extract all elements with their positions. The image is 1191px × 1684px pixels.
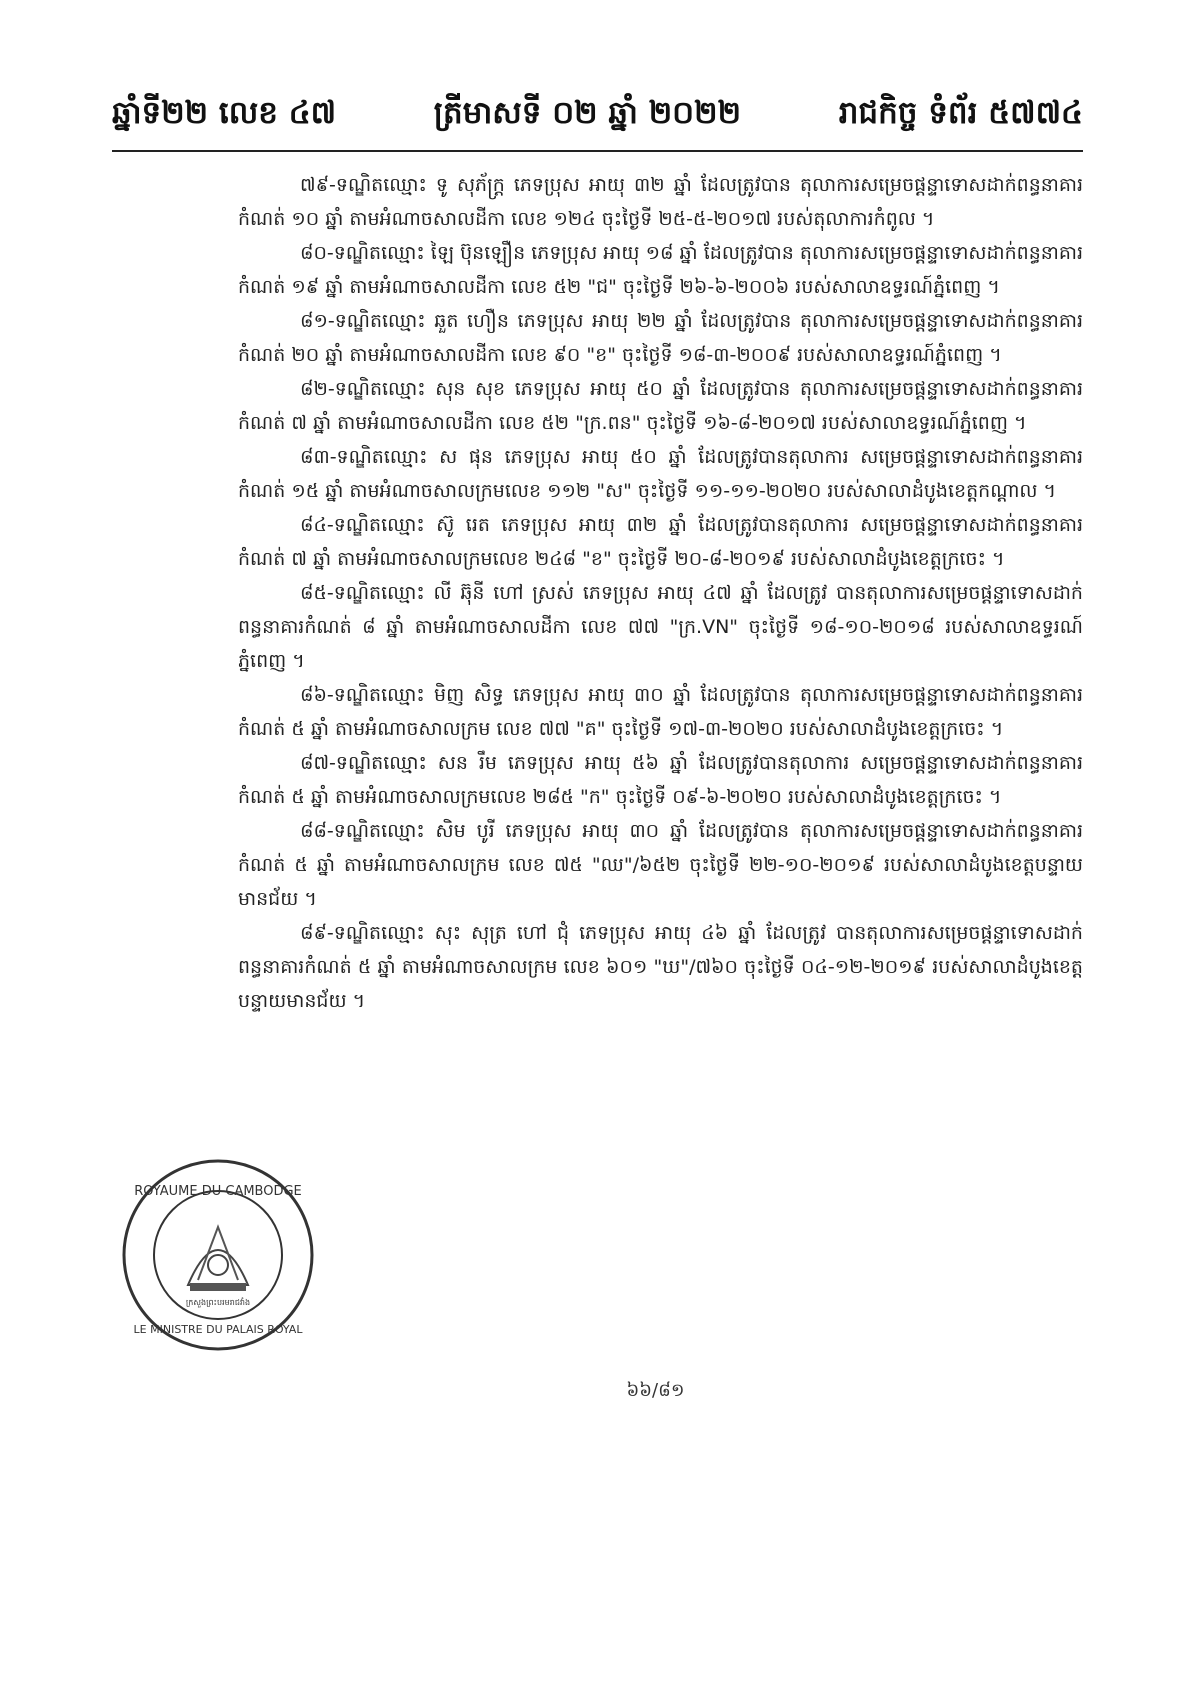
- entries-list: [238, 168, 1083, 1018]
- list-item: ៨៣-ទណ្ឌិតឈ្មោះ ស ផុន ភេទប្រុស អាយុ ៥០ ឆ្នាំ ដែលត្រូវបានតុលាការ សម្រេចផ្តន្ទាទោសដាក់ពន្ធនាគារកំណត់ ១៥ ឆ្នាំ តាមអំណាចសាលក្រមលេខ ១១២ "ស" ចុះថ្ងៃទី ១១-១១-២០២០ របស់សាលាដំបូងខេត្តកណ្តាល ។: [238, 446, 1083, 502]
- header-page-ref: រាជកិច្ច ទំព័រ ៥៧៧៤: [838, 94, 1083, 131]
- list-item: ៧៩-ទណ្ឌិតឈ្មោះ ទូ សុភ័ក្ត្រ ភេទប្រុស អាយុ ៣២ ឆ្នាំ ដែលត្រូវបាន តុលាការសម្រេចផ្តន្ទាទោសដាក់ពន្ធនាគារកំណត់ ១០ ឆ្នាំ តាមអំណាចសាលដីកា លេខ ១២៤ ចុះថ្ងៃទី ២៥-៥-២០១៧ របស់តុលាការកំពូល ។: [238, 174, 1083, 230]
- header-issue: ឆ្នាំទី២២ លេខ ៤៧: [112, 94, 337, 131]
- svg-text:ROYAUME DU CAMBODGE: ROYAUME DU CAMBODGE: [134, 1184, 302, 1199]
- list-item: ៨២-ទណ្ឌិតឈ្មោះ សុន សុខ ភេទប្រុស អាយុ ៥០ ឆ្នាំ ដែលត្រូវបាន តុលាការសម្រេចផ្តន្ទាទោសដាក់ពន្ធនាគារកំណត់ ៧ ឆ្នាំ តាមអំណាចសាលដីកា លេខ ៥២ "ក្រ.ពន" ចុះថ្ងៃទី ១៦-៨-២០១៧ របស់សាលាឧទ្ធរណ៍ភ្នំពេញ ។: [238, 378, 1083, 434]
- svg-text:ក្រសួងព្រះបរមរាជវាំង: ក្រសួងព្រះបរមរាជវាំង: [185, 1298, 251, 1307]
- list-item: ៨៥-ទណ្ឌិតឈ្មោះ លី ឆ៊ុនី ហៅ ស្រស់ ភេទប្រុស អាយុ ៤៧ ឆ្នាំ ដែលត្រូវ បានតុលាការសម្រេចផ្តន្ទាទោសដាក់ពន្ធនាគារកំណត់ ៨ ឆ្នាំ តាមអំណាចសាលដីកា លេខ ៧៧ "ក្រ.VN" ចុះថ្ងៃទី ១៨-១០-២០១៨ របស់សាលាឧទ្ធរណ៍ភ្នំពេញ ។: [238, 582, 1083, 672]
- list-item: ៨៨-ទណ្ឌិតឈ្មោះ សិម បូរី ភេទប្រុស អាយុ ៣០ ឆ្នាំ ដែលត្រូវបាន តុលាការសម្រេចផ្តន្ទាទោសដាក់ពន្ធនាគារកំណត់ ៥ ឆ្នាំ តាមអំណាចសាលក្រម លេខ ៧៥ "ឈ"/៦៥២ ចុះថ្ងៃទី ២២-១០-២០១៩ របស់សាលាដំបូងខេត្តបន្ទាយមានជ័យ ។: [238, 820, 1083, 910]
- gazette-header: [112, 86, 1083, 146]
- list-item: ៨០-ទណ្ឌិតឈ្មោះ ឡៃ ប៊ុនឡឿន ភេទប្រុស អាយុ ១៨ ឆ្នាំ ដែលត្រូវបាន តុលាការសម្រេចផ្តន្ទាទោសដាក់ពន្ធនាគារកំណត់ ១៩ ឆ្នាំ តាមអំណាចសាលដីកា លេខ ៥២ "ជ" ចុះថ្ងៃទី ២៦-៦-២០០៦ របស់សាលាឧទ្ធរណ៍ភ្នំពេញ ។: [238, 242, 1083, 298]
- page-number: ៦៦/៨១: [626, 1380, 685, 1401]
- header-quarter: ត្រីមាសទី ០២ ឆ្នាំ ២០២២: [433, 94, 742, 131]
- list-item: ៨៩-ទណ្ឌិតឈ្មោះ សុះ សុត្រ ហៅ ជុំ ភេទប្រុស អាយុ ៤៦ ឆ្នាំ ដែលត្រូវ បានតុលាការសម្រេចផ្តន្ទាទោសដាក់ពន្ធនាគារកំណត់ ៥ ឆ្នាំ តាមអំណាចសាលក្រម លេខ ៦០១ "ឃ"/៧៦០ ចុះថ្ងៃទី ០៤-១២-២០១៩ របស់សាលាដំបូងខេត្តបន្ទាយមានជ័យ ។: [238, 922, 1083, 1012]
- list-item: ៨៦-ទណ្ឌិតឈ្មោះ មិញ សិទ្ធ ភេទប្រុស អាយុ ៣០ ឆ្នាំ ដែលត្រូវបាន តុលាការសម្រេចផ្តន្ទាទោសដាក់ពន្ធនាគារកំណត់ ៥ ឆ្នាំ តាមអំណាចសាលក្រម លេខ ៧៧ "គ" ចុះថ្ងៃទី ១៧-៣-២០២០ របស់សាលាដំបូងខេត្តក្រចេះ ។: [238, 684, 1083, 740]
- svg-text:LE MINISTRE DU PALAIS ROYAL: LE MINISTRE DU PALAIS ROYAL: [133, 1323, 303, 1336]
- list-item: ៨៤-ទណ្ឌិតឈ្មោះ ស៊ូ រេត ភេទប្រុស អាយុ ៣២ ឆ្នាំ ដែលត្រូវបានតុលាការ សម្រេចផ្តន្ទាទោសដាក់ពន្ធនាគារកំណត់ ៧ ឆ្នាំ តាមអំណាចសាលក្រមលេខ ២៤៨ "ខ" ចុះថ្ងៃទី ២០-៨-២០១៩ របស់សាលាដំបូងខេត្តក្រចេះ ។: [238, 514, 1083, 570]
- header-divider: [112, 150, 1083, 152]
- list-item: ៨១-ទណ្ឌិតឈ្មោះ ឆួត ហឿន ភេទប្រុស អាយុ ២២ ឆ្នាំ ដែលត្រូវបាន តុលាការសម្រេចផ្តន្ទាទោសដាក់ពន្ធនាគារកំណត់ ២០ ឆ្នាំ តាមអំណាចសាលដីកា លេខ ៩០ "ខ" ចុះថ្ងៃទី ១៨-៣-២០០៩ របស់សាលាឧទ្ធរណ៍ភ្នំពេញ ។: [238, 310, 1083, 366]
- royal-seal-stamp: [118, 1155, 318, 1355]
- list-item: ៨៧-ទណ្ឌិតឈ្មោះ សន រឹម ភេទប្រុស អាយុ ៥៦ ឆ្នាំ ដែលត្រូវបានតុលាការ សម្រេចផ្តន្ទាទោសដាក់ពន្ធនាគារកំណត់ ៥ ឆ្នាំ តាមអំណាចសាលក្រមលេខ ២៨៥ "ក" ចុះថ្ងៃទី ០៩-៦-២០២០ របស់សាលាដំបូងខេត្តក្រចេះ ។: [238, 752, 1083, 808]
